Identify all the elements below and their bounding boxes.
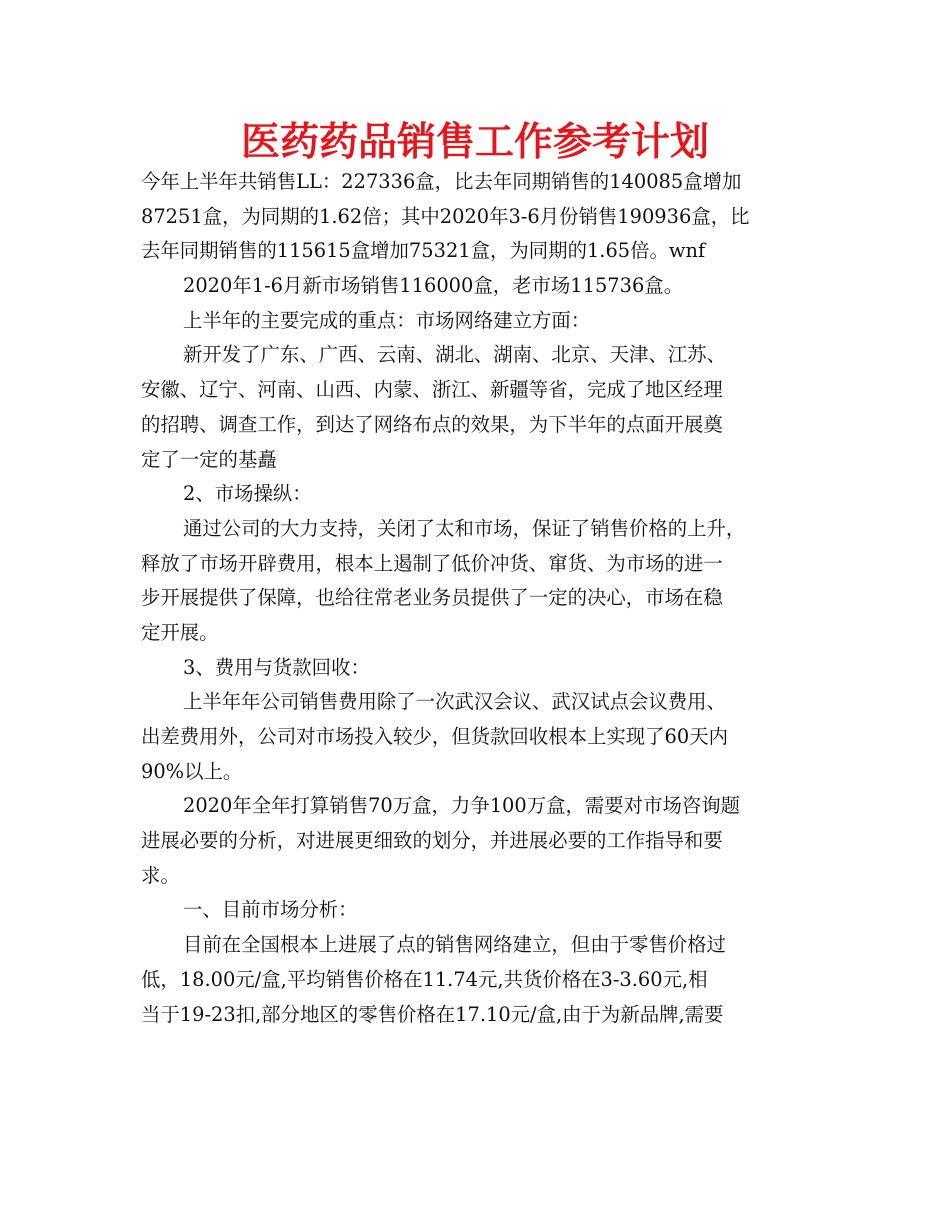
body-text-line: 当于19-23扣,部分地区的零售价格在17.10元/盒,由于为新品牌,需要	[141, 1002, 724, 1026]
body-text-line: 释放了市场开辟费用，根本上遏制了低价冲货、窜货、为市场的进一	[141, 551, 723, 575]
body-text-line: 目前在全国根本上进展了点的销售网络建立，但由于零售价格过	[183, 933, 726, 957]
body-text-line: 去年同期销售的115615盒增加75321盒，为同期的1.65倍。wnf	[141, 239, 706, 263]
body-text-line: 出差费用外，公司对市场投入较少，但货款回收根本上实现了60天内	[141, 725, 729, 748]
body-text-line: 上半年年公司销售费用除了一次武汉会议、武汉试点会议费用、	[183, 690, 726, 714]
body-text-line: 低，18.00元/盒,平均销售价格在11.74元,共货价格在3-3.60元,相	[141, 967, 708, 991]
body-text-line: 的招聘、调查工作，到达了网络布点的效果，为下半年的点面开展奠	[141, 412, 723, 436]
body-text-line: 进展必要的分析，对进展更细致的划分，并进展必要的工作指导和要	[141, 829, 723, 853]
body-text-line: 今年上半年共销售LL：227336盒，比去年同期销售的140085盒增加	[141, 170, 742, 193]
body-text-line: 2、市场操纵：	[183, 482, 312, 506]
body-text-line: 90%以上。	[141, 759, 243, 783]
body-text-line: 87251盒，为同期的1.62倍；其中2020年3-6月份销售190936盒，比	[141, 204, 750, 228]
body-text-line: 步开展提供了保障，也给往常老业务员提供了一定的决心，市场在稳	[141, 586, 723, 610]
body-text-line: 通过公司的大力支持，关闭了太和市场，保证了销售价格的上升，	[183, 516, 746, 540]
body-text-line: 安徽、辽宁、河南、山西、内蒙、浙江、新疆等省，完成了地区经理	[141, 378, 723, 402]
body-text-line: 求。	[141, 863, 180, 887]
body-text-line: 一、目前市场分析：	[183, 898, 358, 922]
body-text-line: 3、费用与货款回收：	[183, 655, 370, 679]
body-text-line: 新开发了广东、广西、云南、湖北、湖南、北京、天津、江苏、	[183, 343, 726, 367]
body-text-line: 2020年全年打算销售70万盒，力争100万盒，需要对市场咨询题	[183, 794, 741, 818]
document-title: 医药药品销售工作参考计划	[240, 120, 709, 165]
body-text-line: 2020年1-6月新市场销售116000盒，老市场115736盒。	[183, 274, 684, 298]
body-text-line: 定开展。	[141, 620, 219, 644]
body-text-line: 上半年的主要完成的重点：市场网络建立方面：	[183, 308, 591, 332]
body-text-line: 定了一定的基矗	[141, 447, 277, 471]
document-body	[141, 165, 809, 1032]
